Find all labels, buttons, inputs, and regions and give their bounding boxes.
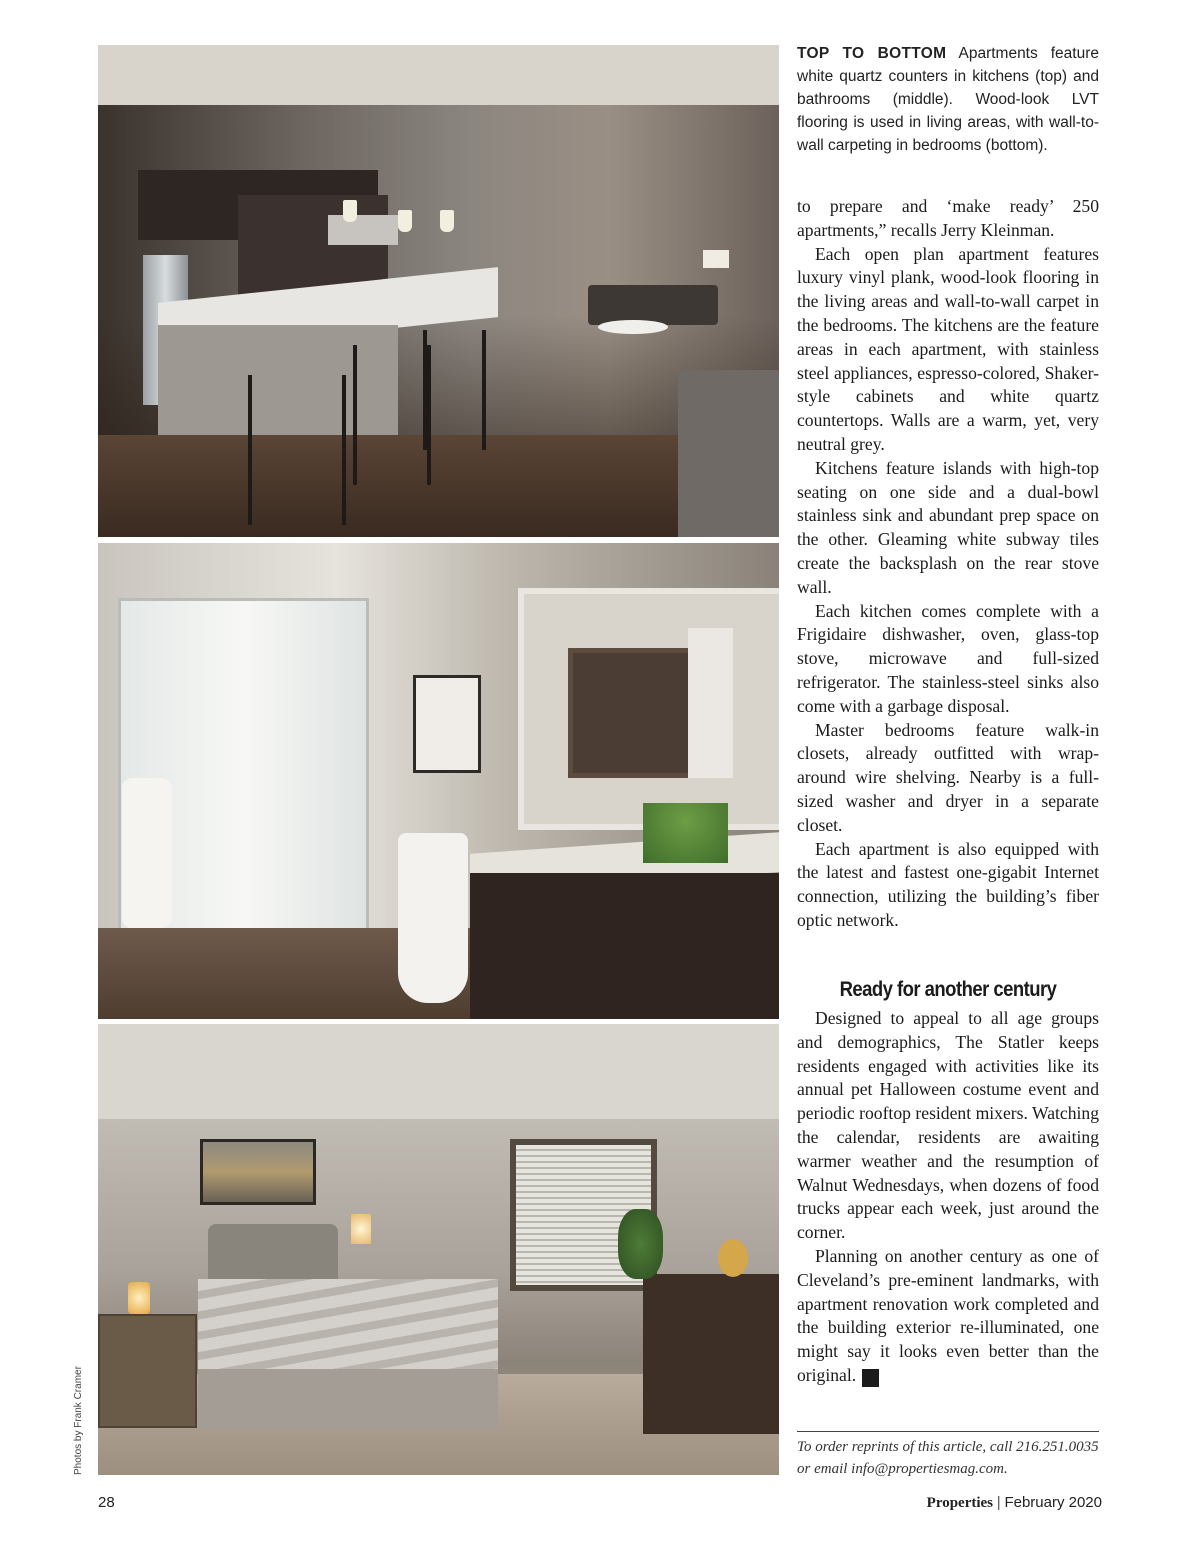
- paragraph: Designed to appeal to all age groups and demographics, The Statler keeps residents engaged with activities like its annual pet Halloween costume event and periodic rooftop resident mixers. Watching the calendar, residents are awaiting warmer weather and the resumption of Walnut Wednesdays, when dozens of food trucks appear each week, just around the corner.: [797, 1008, 1099, 1243]
- end-mark-icon: P: [862, 1369, 879, 1387]
- page-number: 28: [98, 1494, 115, 1511]
- paragraph: Master bedrooms feature walk-in closets, already outfitted with wrap-around wire shelving. Nearby is a full-sized washer and dryer in a separate closet.: [797, 719, 1099, 835]
- caption-lead: TOP TO BOTTOM: [797, 45, 947, 62]
- footer: [927, 1494, 1102, 1512]
- section-heading: Ready for another century: [839, 978, 1057, 1001]
- photo-caption: [797, 42, 1099, 157]
- article-body-2: [797, 1007, 1099, 1388]
- paragraph: Each apartment is also equipped with the latest and fastest one-gigabit Internet connection, utilizing the building’s fiber optic network.: [797, 838, 1099, 930]
- paragraph-text: Planning on another century as one of Cleveland’s pre-eminent landmarks, with apartment renovation work completed and the building exterior re-illuminated, one might say it looks even better than the original.: [797, 1245, 1099, 1385]
- caption-text: Apartments feature white quartz counters in kitchens (top) and bathrooms (middle). Wood-look LVT flooring is used in living areas, with wall-to-wall carpeting in bedrooms (bottom).: [797, 45, 1099, 154]
- issue-date: February 2020: [1004, 1494, 1102, 1511]
- footer-separator: |: [996, 1494, 1001, 1511]
- paragraph: [797, 1245, 1099, 1388]
- paragraph: to prepare and ‘make ready’ 250 apartments,” recalls Jerry Kleinman.: [797, 196, 1099, 240]
- reprint-line-1: To order reprints of this article, call 216.251.0035: [797, 1439, 1099, 1455]
- reprint-note: [797, 1436, 1107, 1480]
- kitchen-photo: [98, 45, 779, 537]
- magazine-name: Properties: [926, 1495, 994, 1511]
- divider: [797, 1431, 1099, 1432]
- reprint-line-2: or email info@propertiesmag.com.: [797, 1461, 1008, 1477]
- bathroom-photo: [98, 543, 779, 1019]
- photo-credit: Photos by Frank Cramer: [73, 1366, 84, 1475]
- paragraph: Each kitchen comes complete with a Frigidaire dishwasher, oven, glass-top stove, microwave and full-sized refrigerator. The stainless-steel sinks also come with a garbage disposal.: [797, 600, 1099, 716]
- paragraph: Kitchens feature islands with high-top seating on one side and a dual-bowl stainless sink and abundant prep space on the other. Gleaming white subway tiles create the backsplash on the rear stove wall.: [797, 457, 1099, 597]
- paragraph: Each open plan apartment features luxury vinyl plank, wood-look flooring in the living areas and wall-to-wall carpet in the bedrooms. The kitchens are the feature areas in each apartment, with stainless steel appliances, espresso-colored, Shaker-style cabinets and white quartz countertops. Walls are a warm, yet, very neutral grey.: [797, 243, 1099, 454]
- article-body-1: [797, 195, 1099, 933]
- bedroom-photo: [98, 1024, 779, 1475]
